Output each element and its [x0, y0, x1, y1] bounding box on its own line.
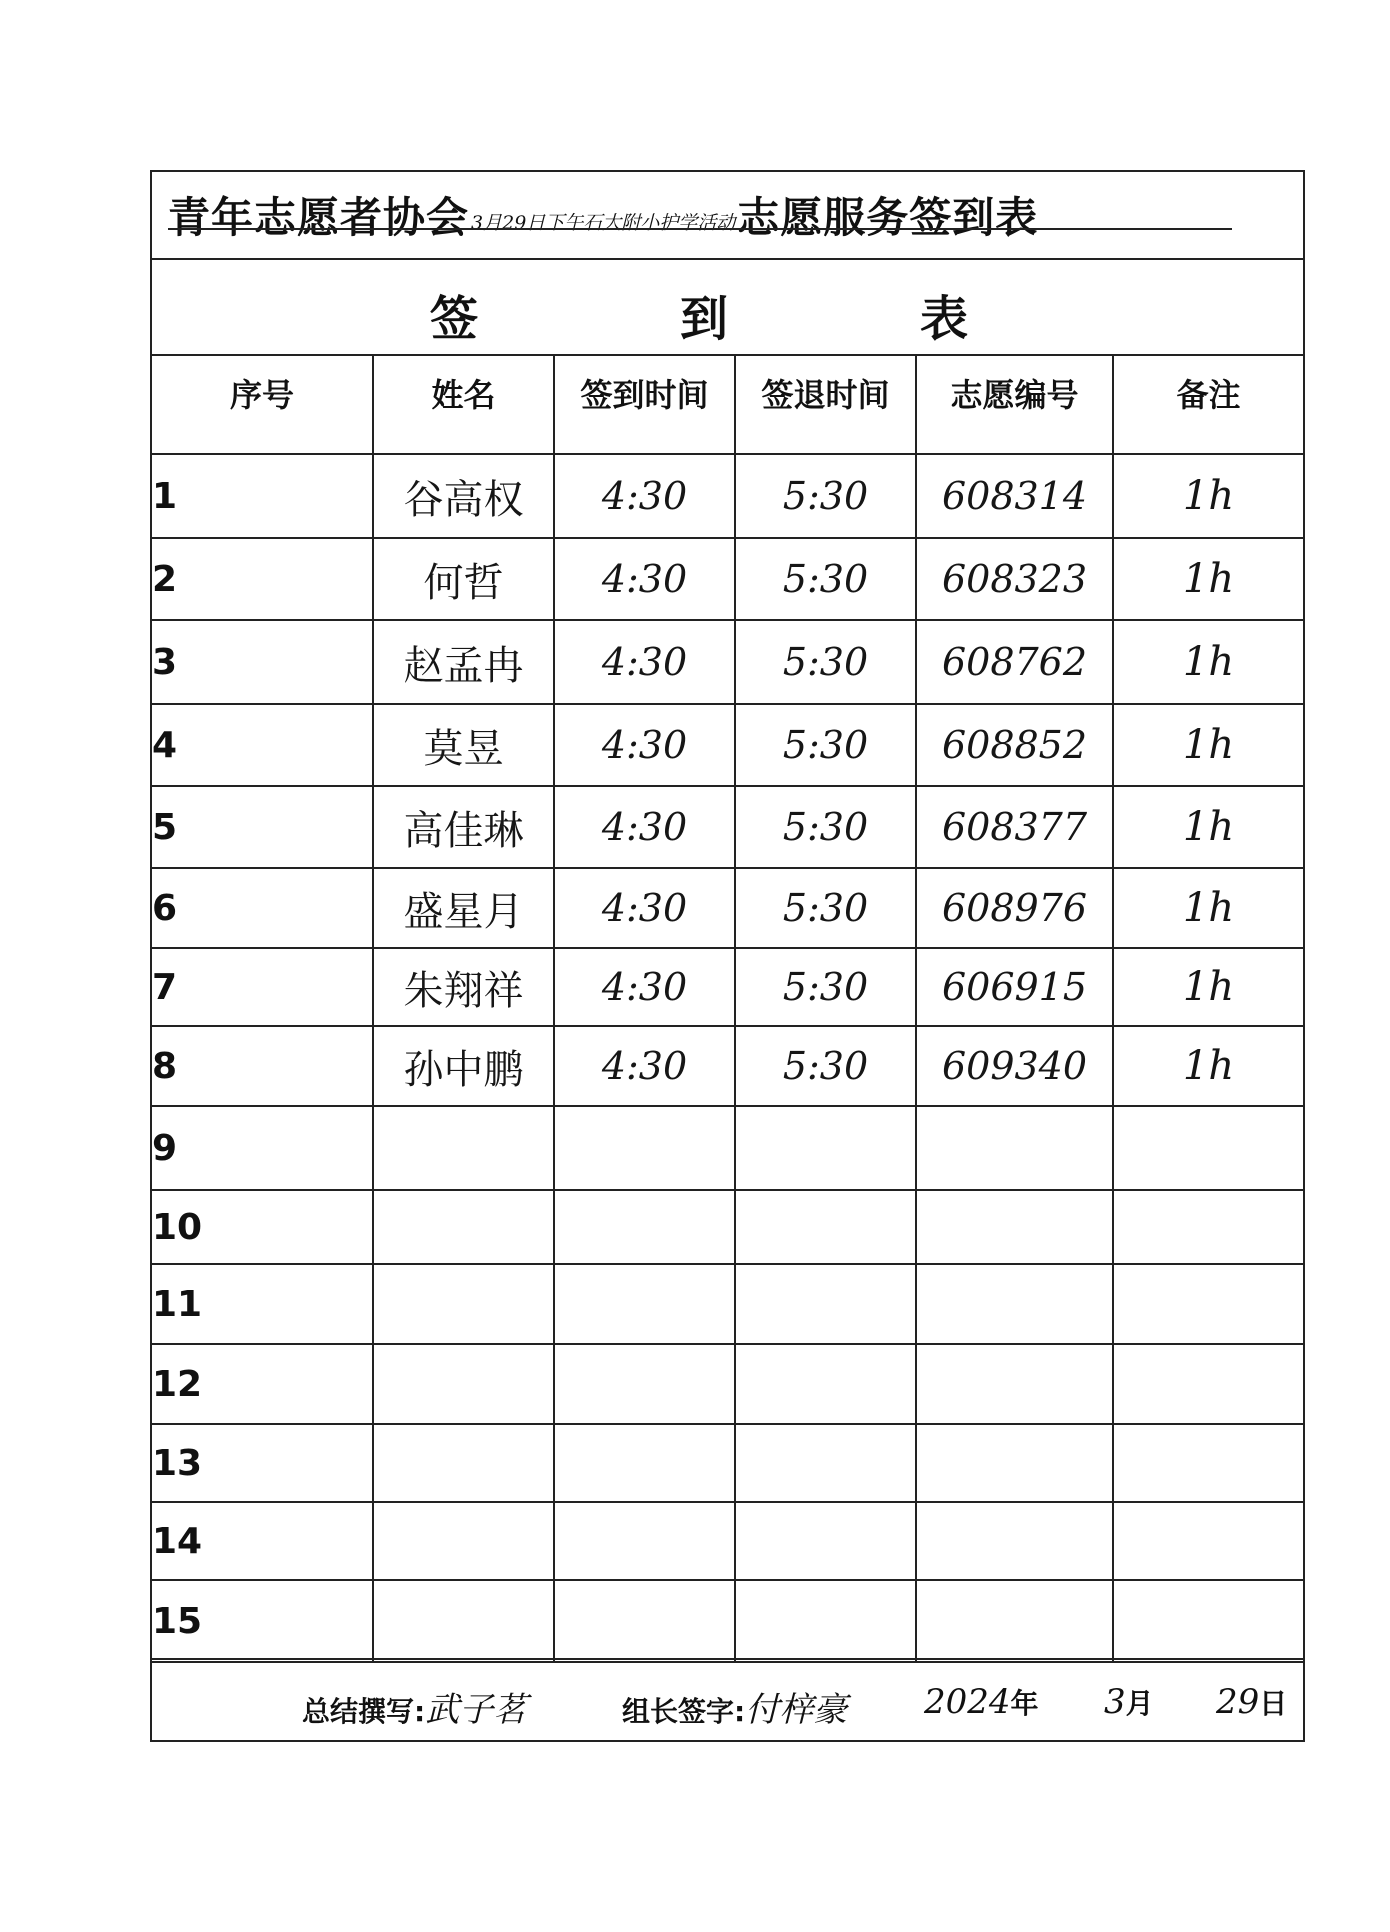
cell-volunteer-id: 608314: [916, 454, 1113, 538]
table-row: [152, 454, 1303, 538]
table-row: [152, 704, 1303, 786]
cell-name: [373, 1106, 554, 1190]
cell-note: [1113, 1502, 1303, 1580]
cell-volunteer-id: 606915: [916, 948, 1113, 1026]
cell-volunteer-id: 608323: [916, 538, 1113, 620]
month-unit: 月: [1125, 1687, 1154, 1720]
cell-note: [1113, 1344, 1303, 1424]
cell-sign-in-time: 4:30: [554, 704, 735, 786]
title-prefix: 青年志愿者协会: [168, 193, 470, 242]
cell-name: 孙中鹏: [373, 1026, 554, 1106]
cell-sign-in-time: [554, 1190, 735, 1264]
subtitle-char: 签: [430, 291, 479, 347]
cell-sign-out-time: [735, 1502, 916, 1580]
cell-note: [1113, 1424, 1303, 1502]
table-row: [152, 1502, 1303, 1580]
cell-sign-in-time: [554, 1580, 735, 1662]
cell-note: 1h: [1113, 538, 1303, 620]
leader-signature-field: [622, 1682, 847, 1731]
cell-note: 1h: [1113, 704, 1303, 786]
cell-volunteer-id: 608976: [916, 868, 1113, 948]
cell-sign-in-time: [554, 1264, 735, 1344]
cell-sign-out-time: [735, 1190, 916, 1264]
cell-name: 朱翔祥: [373, 948, 554, 1026]
cell-sign-in-time: 4:30: [554, 786, 735, 868]
cell-index: 2: [152, 538, 373, 620]
cell-note: [1113, 1264, 1303, 1344]
date-day: [1216, 1682, 1287, 1722]
title-handwritten-event: 3月29日下午石大附小护学活动: [471, 211, 736, 234]
sign-in-sheet: [150, 170, 1305, 1742]
cell-sign-in-time: 4:30: [554, 620, 735, 704]
column-header-note: 备注: [1113, 356, 1303, 454]
cell-volunteer-id: [916, 1344, 1113, 1424]
cell-sign-in-time: 4:30: [554, 948, 735, 1026]
month-value: 3: [1104, 1682, 1126, 1722]
cell-sign-out-time: 5:30: [735, 620, 916, 704]
sign-in-table: [152, 356, 1303, 1663]
cell-name: 高佳琳: [373, 786, 554, 868]
cell-note: [1113, 1190, 1303, 1264]
cell-volunteer-id: [916, 1580, 1113, 1662]
cell-sign-out-time: [735, 1264, 916, 1344]
cell-sign-out-time: [735, 1424, 916, 1502]
cell-note: [1113, 1106, 1303, 1190]
summary-writer-signature: 武子茗: [425, 1690, 528, 1730]
cell-volunteer-id: 608762: [916, 620, 1113, 704]
cell-volunteer-id: [916, 1190, 1113, 1264]
cell-index: 4: [152, 704, 373, 786]
cell-sign-out-time: 5:30: [735, 454, 916, 538]
cell-index: 3: [152, 620, 373, 704]
cell-index: 1: [152, 454, 373, 538]
column-header-index: 序号: [152, 356, 373, 454]
day-value: 29: [1216, 1682, 1260, 1722]
cell-name: [373, 1424, 554, 1502]
leader-label: 组长签字:: [622, 1695, 746, 1728]
cell-note: 1h: [1113, 1026, 1303, 1106]
subtitle-char: 到: [680, 291, 729, 347]
summary-writer-field: [302, 1682, 527, 1731]
column-header-name: 姓名: [373, 356, 554, 454]
cell-volunteer-id: 609340: [916, 1026, 1113, 1106]
table-row: [152, 1190, 1303, 1264]
table-row: [152, 868, 1303, 948]
cell-volunteer-id: [916, 1502, 1113, 1580]
cell-note: 1h: [1113, 786, 1303, 868]
cell-index: 7: [152, 948, 373, 1026]
cell-name: [373, 1580, 554, 1662]
cell-sign-out-time: 5:30: [735, 786, 916, 868]
cell-sign-out-time: 5:30: [735, 868, 916, 948]
form-subtitle: [152, 260, 1303, 356]
cell-index: 8: [152, 1026, 373, 1106]
cell-sign-out-time: [735, 1344, 916, 1424]
cell-index: 9: [152, 1106, 373, 1190]
cell-name: 何哲: [373, 538, 554, 620]
cell-sign-in-time: [554, 1424, 735, 1502]
column-header-sign-out-time: 签退时间: [735, 356, 916, 454]
cell-index: 14: [152, 1502, 373, 1580]
cell-sign-out-time: [735, 1106, 916, 1190]
table-row: [152, 1580, 1303, 1662]
title-underline: [168, 228, 1232, 230]
cell-name: [373, 1264, 554, 1344]
form-footer: [152, 1658, 1303, 1740]
cell-sign-in-time: 4:30: [554, 538, 735, 620]
leader-signature: 付梓豪: [745, 1690, 848, 1730]
cell-volunteer-id: 608377: [916, 786, 1113, 868]
cell-volunteer-id: [916, 1424, 1113, 1502]
cell-sign-out-time: 5:30: [735, 704, 916, 786]
table-row: [152, 620, 1303, 704]
cell-index: 11: [152, 1264, 373, 1344]
form-title: [152, 172, 1303, 260]
subtitle-char: 表: [920, 291, 969, 347]
cell-name: [373, 1344, 554, 1424]
table-header-row: [152, 356, 1303, 454]
cell-sign-out-time: [735, 1580, 916, 1662]
cell-note: [1113, 1580, 1303, 1662]
cell-sign-in-time: [554, 1106, 735, 1190]
cell-index: 15: [152, 1580, 373, 1662]
cell-sign-in-time: 4:30: [554, 1026, 735, 1106]
date-year: [924, 1682, 1039, 1722]
cell-name: 赵孟冉: [373, 620, 554, 704]
cell-index: 10: [152, 1190, 373, 1264]
cell-name: [373, 1502, 554, 1580]
cell-sign-in-time: [554, 1344, 735, 1424]
cell-sign-in-time: [554, 1502, 735, 1580]
cell-note: 1h: [1113, 948, 1303, 1026]
cell-sign-in-time: 4:30: [554, 454, 735, 538]
table-row: [152, 1424, 1303, 1502]
cell-volunteer-id: 608852: [916, 704, 1113, 786]
cell-sign-in-time: 4:30: [554, 868, 735, 948]
cell-index: 5: [152, 786, 373, 868]
cell-sign-out-time: 5:30: [735, 948, 916, 1026]
cell-name: [373, 1190, 554, 1264]
cell-name: 莫昱: [373, 704, 554, 786]
cell-index: 13: [152, 1424, 373, 1502]
table-row: [152, 1106, 1303, 1190]
table-row: [152, 786, 1303, 868]
table-row: [152, 1344, 1303, 1424]
cell-name: 谷高权: [373, 454, 554, 538]
table-row: [152, 948, 1303, 1026]
summary-label: 总结撰写:: [302, 1695, 426, 1728]
year-unit: 年: [1010, 1687, 1039, 1720]
cell-name: 盛星月: [373, 868, 554, 948]
year-value: 2024: [924, 1682, 1011, 1722]
cell-volunteer-id: [916, 1106, 1113, 1190]
cell-note: 1h: [1113, 454, 1303, 538]
date-month: [1104, 1682, 1154, 1722]
table-row: [152, 538, 1303, 620]
column-header-sign-in-time: 签到时间: [554, 356, 735, 454]
table-row: [152, 1026, 1303, 1106]
cell-note: 1h: [1113, 868, 1303, 948]
cell-index: 6: [152, 868, 373, 948]
day-unit: 日: [1259, 1687, 1288, 1720]
cell-note: 1h: [1113, 620, 1303, 704]
cell-sign-out-time: 5:30: [735, 538, 916, 620]
table-row: [152, 1264, 1303, 1344]
cell-index: 12: [152, 1344, 373, 1424]
column-header-volunteer-id: 志愿编号: [916, 356, 1113, 454]
title-suffix: 志愿服务签到表: [737, 193, 1039, 242]
cell-volunteer-id: [916, 1264, 1113, 1344]
cell-sign-out-time: 5:30: [735, 1026, 916, 1106]
